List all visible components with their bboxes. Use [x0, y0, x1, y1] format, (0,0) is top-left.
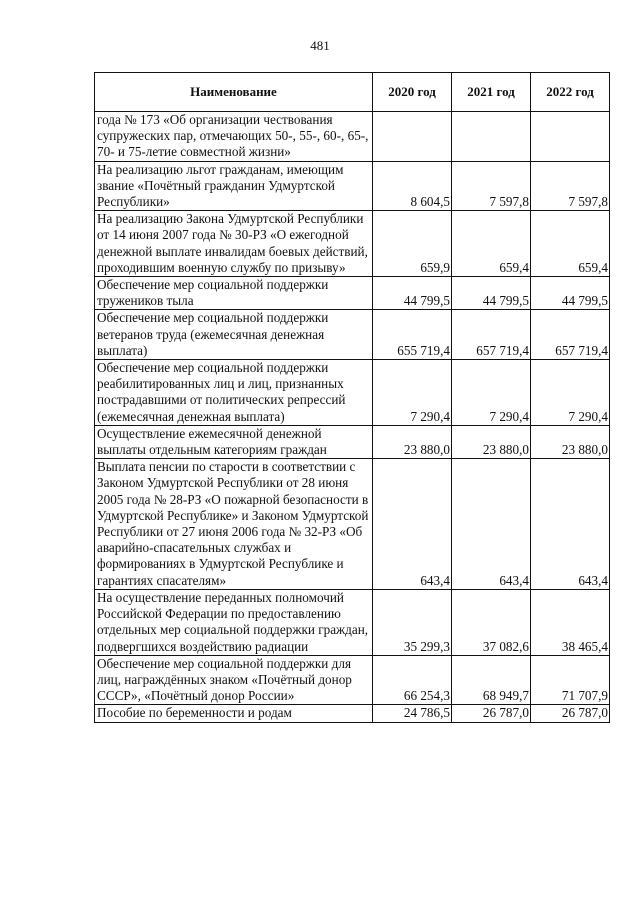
value-2020-cell: 44 799,5 — [373, 277, 452, 310]
row-name-cell: года № 173 «Об организации чествования супружеских пар, отмечающих 50-, 55-, 60-, 65-, 70- и 75-летие совместной жизни» — [95, 112, 373, 162]
value-2022-cell: 26 787,0 — [531, 705, 610, 722]
value-2020-cell: 66 254,3 — [373, 655, 452, 705]
table-row — [95, 211, 610, 277]
value-2022-cell — [531, 112, 610, 162]
budget-table — [94, 72, 610, 723]
value-2022-cell: 657 719,4 — [531, 310, 610, 360]
value-2020-cell — [373, 112, 452, 162]
table-row — [95, 459, 610, 590]
value-2020-cell: 24 786,5 — [373, 705, 452, 722]
row-name-cell: Выплата пенсии по старости в соответствии с Законом Удмуртской Республики от 28 июня 2005 года № 28-РЗ «О пожарной безопасности в Удмуртской Республике» и Законом Удмуртской Республики от 27 июня 2006 года № 32-РЗ «Об аварийно-спасательных службах и формированиях в Удмуртской Республике и гарантиях спасателям» — [95, 459, 373, 590]
value-2021-cell: 657 719,4 — [452, 310, 531, 360]
table-header-row — [95, 73, 610, 112]
value-2022-cell: 7 597,8 — [531, 161, 610, 211]
value-2021-cell: 7 290,4 — [452, 360, 531, 426]
row-name-cell: На осуществление переданных полномочий Российской Федерации по предоставлению отдельных мер социальной поддержки граждан, подвергшихся воздействию радиации — [95, 589, 373, 655]
value-2020-cell: 659,9 — [373, 211, 452, 277]
value-2022-cell: 44 799,5 — [531, 277, 610, 310]
value-2021-cell: 23 880,0 — [452, 425, 531, 458]
table-row — [95, 705, 610, 722]
row-name-cell: Осуществление ежемесячной денежной выплаты отдельным категориям граждан — [95, 425, 373, 458]
value-2021-cell: 643,4 — [452, 459, 531, 590]
table-row — [95, 161, 610, 211]
row-name-cell: Обеспечение мер социальной поддержки тружеников тыла — [95, 277, 373, 310]
value-2022-cell: 659,4 — [531, 211, 610, 277]
header-2022: 2022 год — [531, 73, 610, 112]
table-row — [95, 277, 610, 310]
header-2021: 2021 год — [452, 73, 531, 112]
value-2021-cell: 659,4 — [452, 211, 531, 277]
value-2021-cell: 26 787,0 — [452, 705, 531, 722]
value-2022-cell: 7 290,4 — [531, 360, 610, 426]
value-2020-cell: 35 299,3 — [373, 589, 452, 655]
row-name-cell: Обеспечение мер социальной поддержки для лиц, награждённых знаком «Почётный донор СССР», «Почётный донор России» — [95, 655, 373, 705]
value-2020-cell: 643,4 — [373, 459, 452, 590]
value-2021-cell: 7 597,8 — [452, 161, 531, 211]
row-name-cell: На реализацию льгот гражданам, имеющим звание «Почётный гражданин Удмуртской Республики» — [95, 161, 373, 211]
value-2022-cell: 643,4 — [531, 459, 610, 590]
value-2020-cell: 7 290,4 — [373, 360, 452, 426]
header-name: Наименование — [95, 73, 373, 112]
table-row — [95, 360, 610, 426]
table-row — [95, 425, 610, 458]
value-2022-cell: 38 465,4 — [531, 589, 610, 655]
value-2020-cell: 655 719,4 — [373, 310, 452, 360]
value-2021-cell — [452, 112, 531, 162]
value-2020-cell: 23 880,0 — [373, 425, 452, 458]
value-2022-cell: 71 707,9 — [531, 655, 610, 705]
value-2020-cell: 8 604,5 — [373, 161, 452, 211]
row-name-cell: Обеспечение мер социальной поддержки ветеранов труда (ежемесячная денежная выплата) — [95, 310, 373, 360]
value-2022-cell: 23 880,0 — [531, 425, 610, 458]
value-2021-cell: 44 799,5 — [452, 277, 531, 310]
table-row — [95, 589, 610, 655]
table-row — [95, 310, 610, 360]
page-number: 481 — [310, 38, 330, 53]
table-row — [95, 112, 610, 162]
table-body — [95, 112, 610, 723]
value-2021-cell: 37 082,6 — [452, 589, 531, 655]
row-name-cell: На реализацию Закона Удмуртской Республики от 14 июня 2007 года № 30-РЗ «О ежегодной денежной выплате инвалидам боевых действий, проходившим военную службу по призыву» — [95, 211, 373, 277]
value-2021-cell: 68 949,7 — [452, 655, 531, 705]
row-name-cell: Обеспечение мер социальной поддержки реабилитированных лиц и лиц, признанных пострадавшими от политических репрессий (ежемесячная денежная выплата) — [95, 360, 373, 426]
table-row — [95, 655, 610, 705]
header-2020: 2020 год — [373, 73, 452, 112]
row-name-cell: Пособие по беременности и родам — [95, 705, 373, 722]
